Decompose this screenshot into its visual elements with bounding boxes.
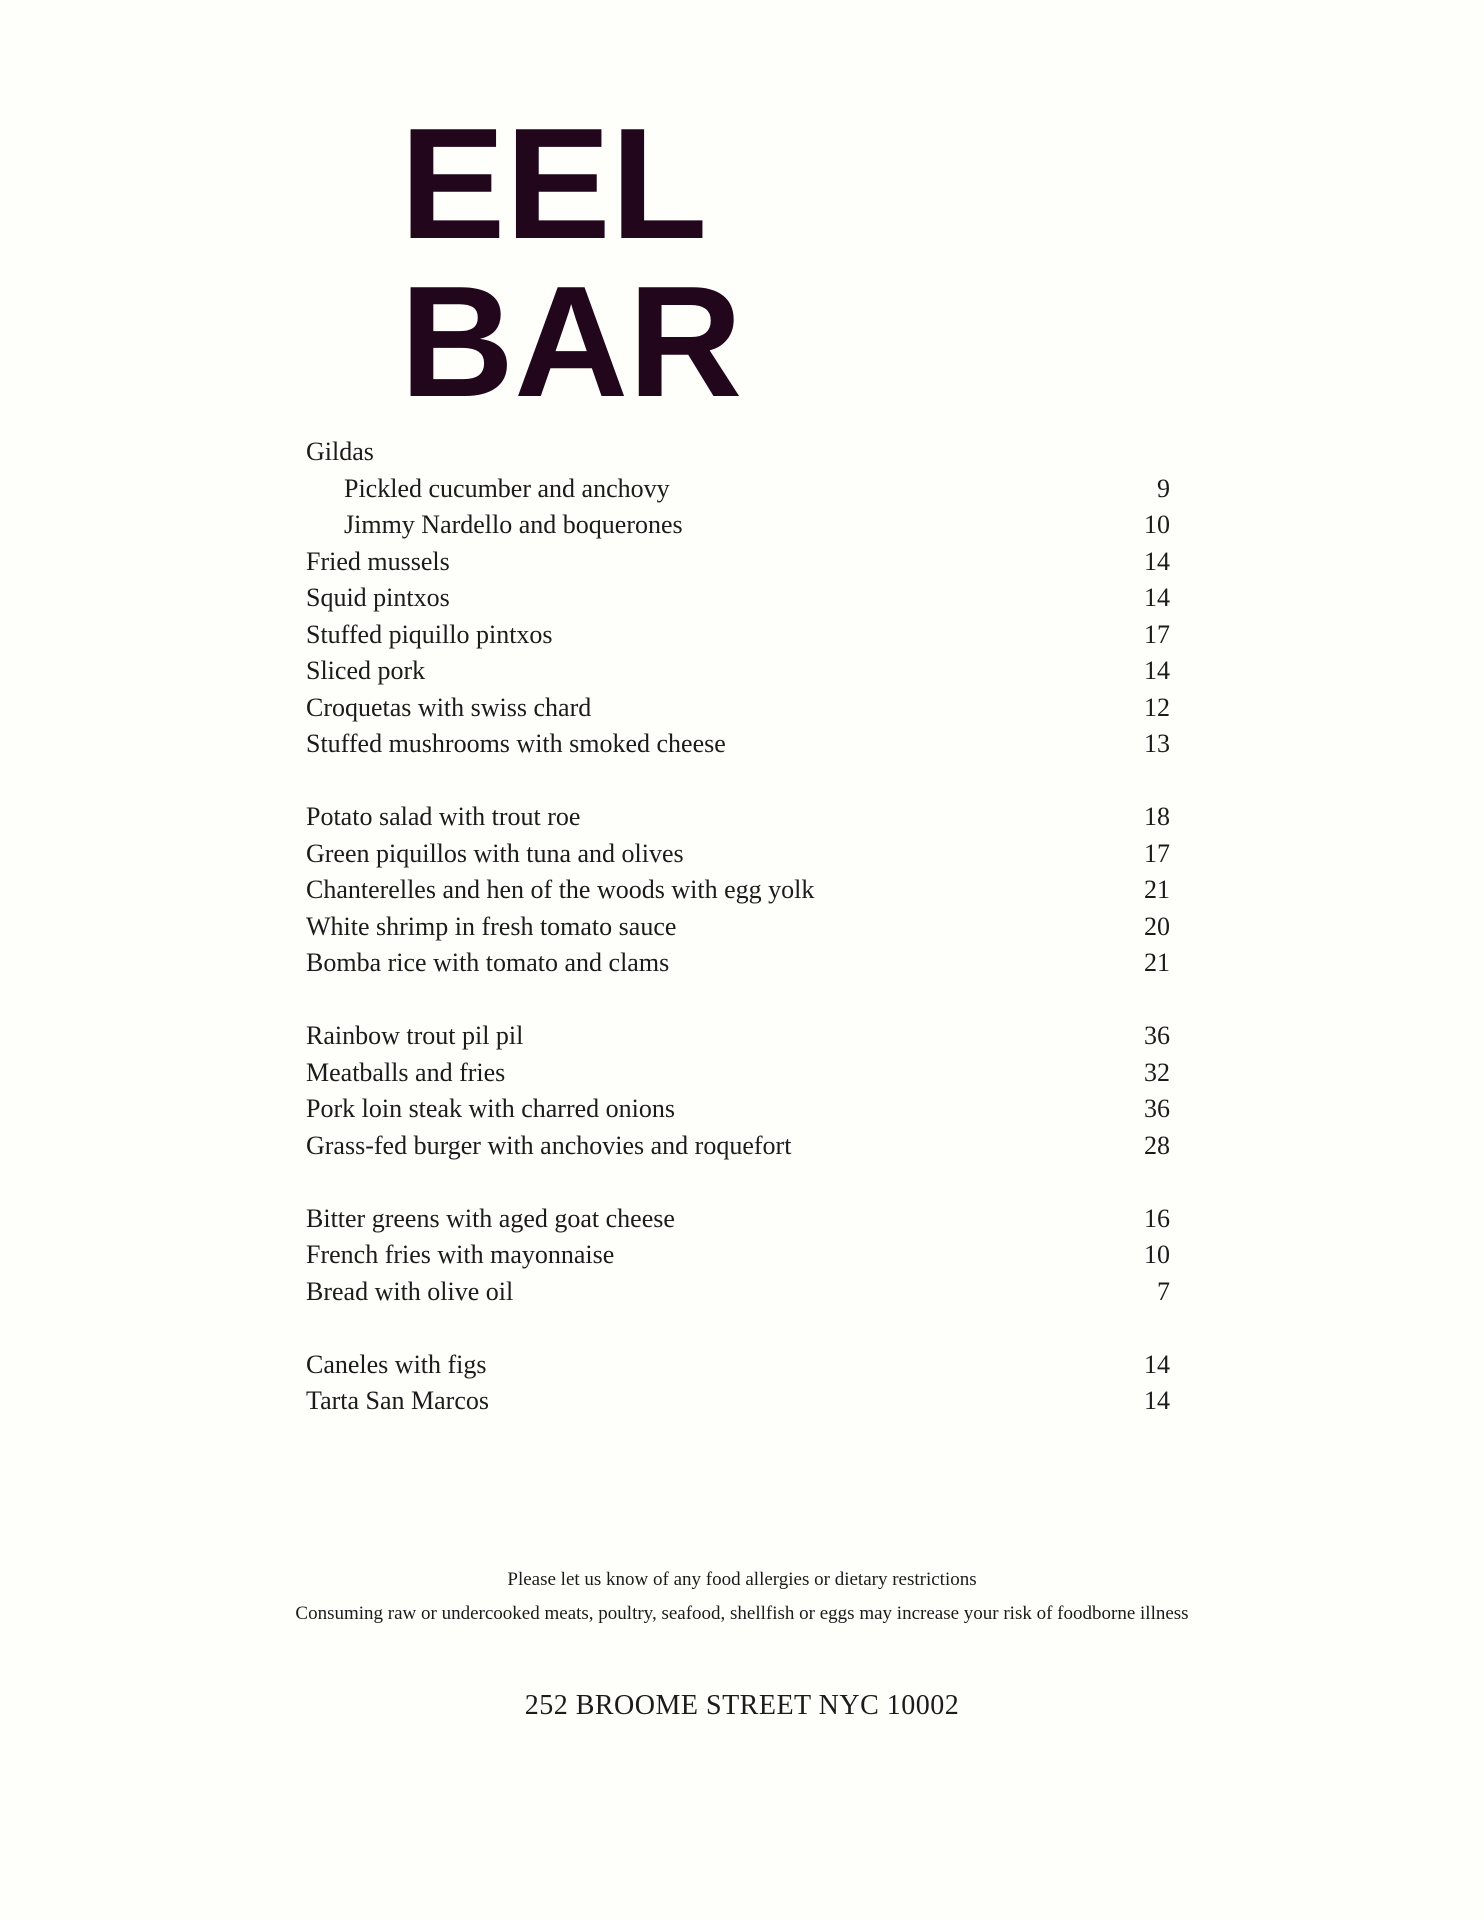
menu-item-price: 14 [1144,1386,1170,1415]
restaurant-logo: EEL BAR [400,95,743,430]
menu-item-name: Pork loin steak with charred onions [306,1094,675,1123]
menu-item [306,1237,1170,1274]
menu-notes [0,1563,1484,1631]
menu-item-price: 16 [1144,1203,1170,1233]
menu-item-name: Stuffed piquillo pintxos [306,619,553,649]
menu-item-name: Squid pintxos [306,583,450,612]
menu-item-price: 21 [1144,948,1170,977]
menu-item [306,799,1170,836]
menu-item [306,1091,1170,1128]
menu-item [306,690,1170,727]
menu-item-price: 14 [1144,583,1170,612]
menu-item-name: Sliced pork [306,656,426,685]
menu-item-price: 18 [1144,802,1170,831]
menu-item [306,1055,1170,1092]
menu-item-price: 28 [1144,1130,1170,1160]
menu-item-name: Tarta San Marcos [306,1386,490,1415]
menu-section [306,799,1170,982]
menu-item [306,1347,1170,1384]
menu-item [306,836,1170,873]
menu-item-price: 9 [1157,473,1170,503]
menu-item [306,1383,1170,1420]
menu-subitem [306,507,1170,544]
menu-item-name: Bread with olive oil [306,1276,514,1306]
menu-item [306,872,1170,909]
menu-item-name: French fries with mayonnaise [306,1240,615,1269]
menu-item-price: 21 [1144,875,1170,904]
menu-section [306,434,1170,763]
menu-item-price: 36 [1144,1021,1170,1050]
menu-item-price: 14 [1144,546,1170,576]
menu-item-price: 17 [1144,619,1170,649]
menu-list [306,434,1170,1420]
menu-item [306,726,1170,763]
menu-item-name: Potato salad with trout roe [306,802,581,831]
menu-item-price: 14 [1144,1349,1170,1379]
allergy-note: Please let us know of any food allergies or dietary restrictions [507,1569,977,1590]
menu-item [306,544,1170,581]
menu-section [306,1201,1170,1311]
menu-subitem [306,471,1170,508]
menu-item-price: 12 [1144,692,1170,722]
menu-item-name: Fried mussels [306,546,450,576]
menu-item-price: 17 [1144,838,1170,868]
menu-item-name: Grass-fed burger with anchovies and roquefort [306,1130,792,1160]
menu-item-name: Meatballs and fries [306,1057,506,1087]
menu-item [306,945,1170,982]
menu-item-name: White shrimp in fresh tomato sauce [306,911,677,941]
menu-item [306,653,1170,690]
menu-item-name: Jimmy Nardello and boquerones [344,510,683,539]
menu-item-name: Caneles with figs [306,1349,487,1379]
menu-item [306,909,1170,946]
menu-item-name: Chanterelles and hen of the woods with egg yolk [306,875,815,904]
menu-item-name: Gildas [306,437,374,466]
menu-item-name: Rainbow trout pil pil [306,1021,524,1050]
restaurant-address: 252 BROOME STREET NYC 10002 [524,1690,960,1721]
menu-item [306,617,1170,654]
menu-item-price: 10 [1144,1240,1170,1269]
menu-item-name: Stuffed mushrooms with smoked cheese [306,729,726,758]
menu-item-name: Green piquillos with tuna and olives [306,838,684,868]
menu-item [306,1274,1170,1311]
menu-item [306,1128,1170,1165]
menu-item-name: Bomba rice with tomato and clams [306,948,670,977]
menu-item-name: Bitter greens with aged goat cheese [306,1203,675,1233]
menu-section [306,1018,1170,1164]
menu-item [306,1201,1170,1238]
menu-item-price: 20 [1144,911,1170,941]
raw-food-warning: Consuming raw or undercooked meats, poultry, seafood, shellfish or eggs may increase your risk of foodborne illness [295,1603,1189,1624]
menu-item [306,1018,1170,1055]
menu-item-price: 14 [1144,656,1170,685]
menu-item [306,434,1170,471]
menu-section [306,1347,1170,1420]
menu-item-price: 10 [1144,510,1170,539]
menu-item-price: 36 [1144,1094,1170,1123]
menu-item-name: Pickled cucumber and anchovy [344,473,670,503]
menu-item-name: Croquetas with swiss chard [306,692,592,722]
menu-item [306,580,1170,617]
menu-item-price: 32 [1144,1057,1170,1087]
menu-item-price: 7 [1157,1276,1170,1306]
menu-item-price: 13 [1144,729,1170,758]
